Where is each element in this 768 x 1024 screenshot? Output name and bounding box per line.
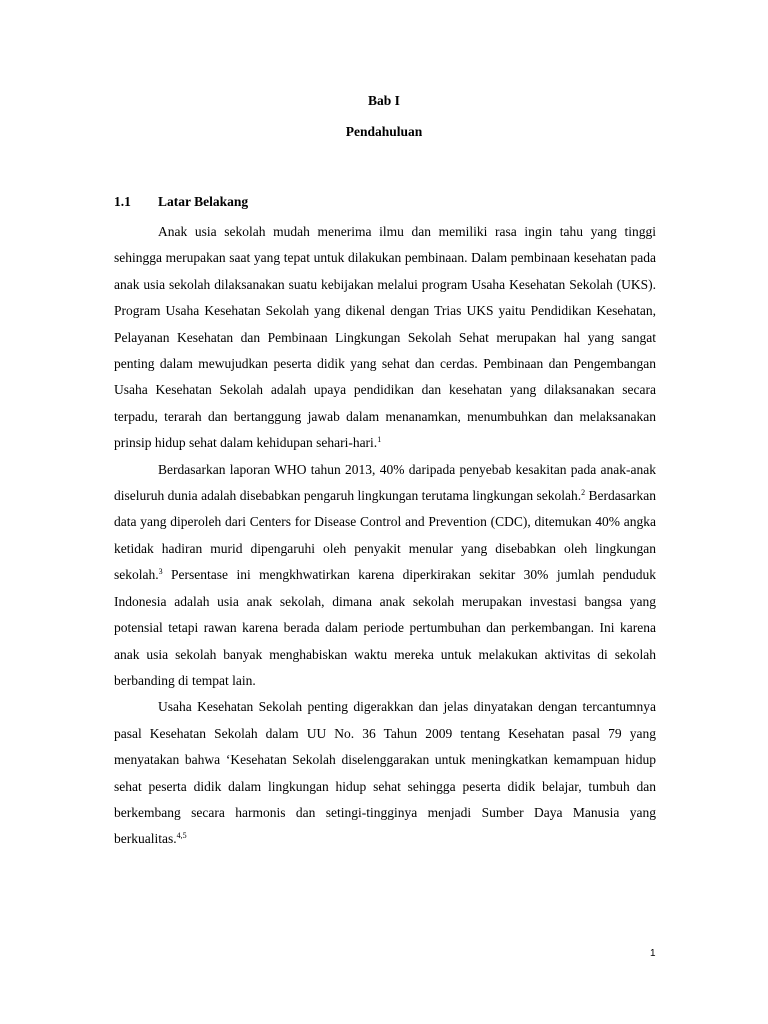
paragraph-2-text-c: Persentase ini mengkhwatirkan karena diperkirakan sekitar 30% jumlah penduduk Indonesia adalah usia anak sekolah, dimana anak sekolah merupakan investasi bangsa yang potensial tetapi rawan karena berada dalam periode pertumbuhan dan perkembangan. Ini karena anak usia sekolah banyak menghabiskan waktu mereka untuk melakukan aktivitas di sekolah berbanding di tempat lain.	[114, 567, 656, 688]
paragraph-3-text: Usaha Kesehatan Sekolah penting digerakkan dan jelas dinyatakan dengan tercantumnya pasal Kesehatan Sekolah dalam UU No. 36 Tahun 2009 tentang Kesehatan pasal 79 yang menyatakan bahwa ‘Kesehatan Sekolah diselenggarakan untuk meningkatkan kemampuan hidup sehat peserta didik dalam lingkungan hidup sehat sehingga peserta didik belajar, tumbuh dan berkembang secara harmonis dan setingi-tingginya menjadi Sumber Daya Manusia yang berkualitas.	[114, 699, 656, 847]
footnote-ref-1: 1	[377, 435, 382, 445]
footnote-ref-4-5: 4,5	[176, 831, 187, 841]
paragraph-2	[114, 457, 656, 695]
footnote-ref-2: 2	[581, 488, 586, 498]
footnote-ref-3: 3	[158, 567, 163, 577]
chapter-label: Bab I	[368, 93, 400, 108]
section-heading	[114, 194, 248, 210]
section-number: 1.1	[114, 194, 131, 209]
body-text	[114, 219, 656, 853]
chapter-title: Pendahuluan	[345, 124, 423, 139]
section-title: Latar Belakang	[158, 194, 249, 209]
page-number: 1	[650, 948, 656, 959]
paragraph-3	[114, 694, 656, 852]
paragraph-2-text-b: Berdasarkan data yang diperoleh dari Centers for Disease Control and Prevention (CDC), ditemukan 40% angka ketidak hadiran murid dipengaruhi oleh penyakit menular yang disebabkan oleh lingkungan sekolah.	[114, 488, 656, 583]
paragraph-1-text: Anak usia sekolah mudah menerima ilmu dan memiliki rasa ingin tahu yang tinggi sehingga merupakan saat yang tepat untuk dilakukan pembinaan. Dalam pembinaan kesehatan pada anak usia sekolah dilaksanakan suatu kebijakan melalui program Usaha Kesehatan Sekolah (UKS). Program Usaha Kesehatan Sekolah yang dikenal dengan Trias UKS yaitu Pendidikan Kesehatan, Pelayanan Kesehatan dan Pembinaan Lingkungan Sekolah Sehat merupakan hal yang sangat penting dalam mewujudkan peserta didik yang sehat dan cerdas. Pembinaan dan Pengembangan Usaha Kesehatan Sekolah adalah upaya pendidikan dan kesehatan yang dilaksanakan secara terpadu, terarah dan bertanggung jawab dalam menanamkan, menumbuhkan dan melaksanakan prinsip hidup sehat dalam kehidupan sehari-hari.	[114, 224, 656, 451]
paragraph-1	[114, 219, 656, 457]
paragraph-2-text-a: Berdasarkan laporan WHO tahun 2013, 40% daripada penyebab kesakitan pada anak-anak diseluruh dunia adalah disebabkan pengaruh lingkungan terutama lingkungan sekolah.	[114, 461, 656, 504]
